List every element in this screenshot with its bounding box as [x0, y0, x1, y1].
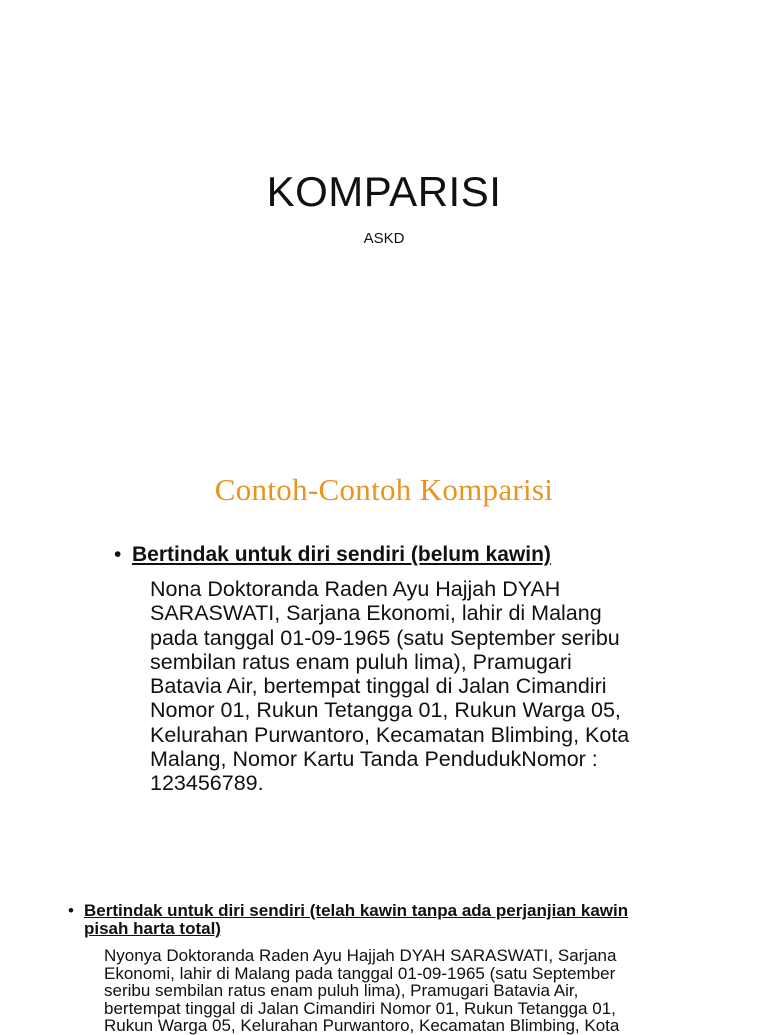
slide-title	[0, 0, 768, 432]
slide-example-heading: Contoh-Contoh Komparisi	[214, 472, 554, 507]
slide-example-2	[0, 864, 768, 1035]
bullet-heading: Bertindak untuk diri sendiri (belum kawin)	[132, 543, 551, 566]
bullet-heading: Bertindak untuk diri sendiri (telah kawin tanpa ada perjanjian kawin pisah harta total)	[84, 901, 629, 938]
slide-title-heading: KOMPARISI	[266, 168, 502, 215]
bullet-marker: •	[114, 543, 122, 566]
slide-example-1	[0, 432, 768, 864]
komparisi-text: Nyonya Doktoranda Raden Ayu Hajjah DYAH SARASWATI, Sarjana Ekonomi, lahir di Malang pada tanggal 01-09-1965 (satu September seribu sembilan ratus enam puluh lima), Pramugari Batavia Air, bertempat tinggal di Jalan Cimandiri Nomor 01, Rukun Tetangga 01, Rukun Warga 05, Kelurahan Purwantoro, Kecamatan Blimbing, Kota	[104, 946, 620, 1035]
komparisi-text: Nona Doktoranda Raden Ayu Hajjah DYAH SARASWATI, Sarjana Ekonomi, lahir di Malang pada tanggal 01-09-1965 (satu September seribu sembilan ratus enam puluh lima), Pramugari Batavia Air, bertempat tinggal di Jalan Cimandiri Nomor 01, Rukun Tetangga 01, Rukun Warga 05, Kelurahan Purwantoro, Kecamatan Blimbing, Kota Malang, Nomor Kartu Tanda PendudukNomor : 123456789.	[150, 577, 630, 796]
slide-subtitle: ASKD	[363, 230, 405, 247]
bullet-marker: •	[68, 901, 74, 920]
